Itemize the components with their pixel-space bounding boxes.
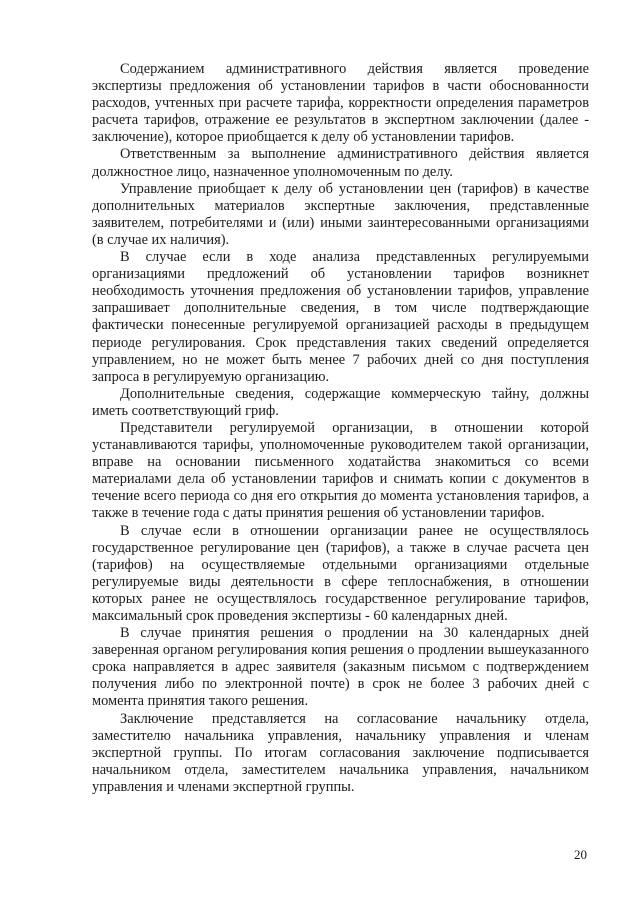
document-body xyxy=(92,61,589,796)
paragraph: Управление приобщает к делу об установлении цен (тарифов) в качестве дополнительных материалов экспертные заключения, представленные заявителем, потребителями и (или) иными заинтересованными организациями (в случае их наличия). xyxy=(92,180,589,248)
paragraph: В случае если в отношении организации ранее не осуществлялось государственное регулирование цен (тарифов), а также в случае расчета цен (тарифов) на осуществляемые отдельными организациями отдельные регулируемые виды деятельности в сфере теплоснабжения, в отношении которых ранее не осуществлялось государственное регулирование тарифов, максимальный срок проведения экспертизы - 60 календарных дней. xyxy=(92,522,589,624)
paragraph: В случае если в ходе анализа представленных регулируемыми организациями предложений об установлении тарифов возникнет необходимость уточнения предложения об установлении тарифов, управление запрашивает дополнительные сведения, в том числе подтверждающие фактически понесенные регулируемой организацией расходы в предыдущем периоде регулирования. Срок представления таких сведений определяется управлением, но не может быть менее 7 рабочих дней со дня поступления запроса в регулируемую организацию. xyxy=(92,249,589,385)
paragraph: Представители регулируемой организации, в отношении которой устанавливаются тарифы, уполномоченные руководителем такой организации, вправе на основании письменного ходатайства знакомиться со всеми материалами дела об установлении тарифов и снимать копии с документов в течение всего периода со дня его открытия до момента установления тарифов, а также в течение года с даты принятия решения об установлении тарифов. xyxy=(92,419,589,522)
paragraph: Содержанием административного действия является проведение экспертизы предложения об установлении тарифов в части обоснованности расходов, учтенных при расчете тарифа, корректности определения параметров расчета тарифов, отражение ее результатов в экспертном заключении (далее - заключение), которое приобщается к делу об установлении тарифов. xyxy=(92,61,589,146)
paragraph: В случае принятия решения о продлении на 30 календарных дней заверенная органом регулирования копия решения о продлении вышеуказанного срока направляется в адрес заявителя (заказным письмом с подтверждением получения либо по электронной почте) в срок не более 3 рабочих дней с момента принятия такого решения. xyxy=(92,625,589,710)
paragraph: Ответственным за выполнение административного действия является должностное лицо, назначенное уполномоченным по делу. xyxy=(92,146,589,180)
page-number: 20 xyxy=(574,847,587,862)
paragraph: Дополнительные сведения, содержащие коммерческую тайну, должны иметь соответствующий гриф. xyxy=(92,385,589,419)
paragraph: Заключение представляется на согласование начальнику отдела, заместителю начальника управления, начальнику управления и членам экспертной группы. По итогам согласования заключение подписывается начальником отдела, заместителем начальника управления, начальником управления и членами экспертной группы. xyxy=(92,710,589,795)
